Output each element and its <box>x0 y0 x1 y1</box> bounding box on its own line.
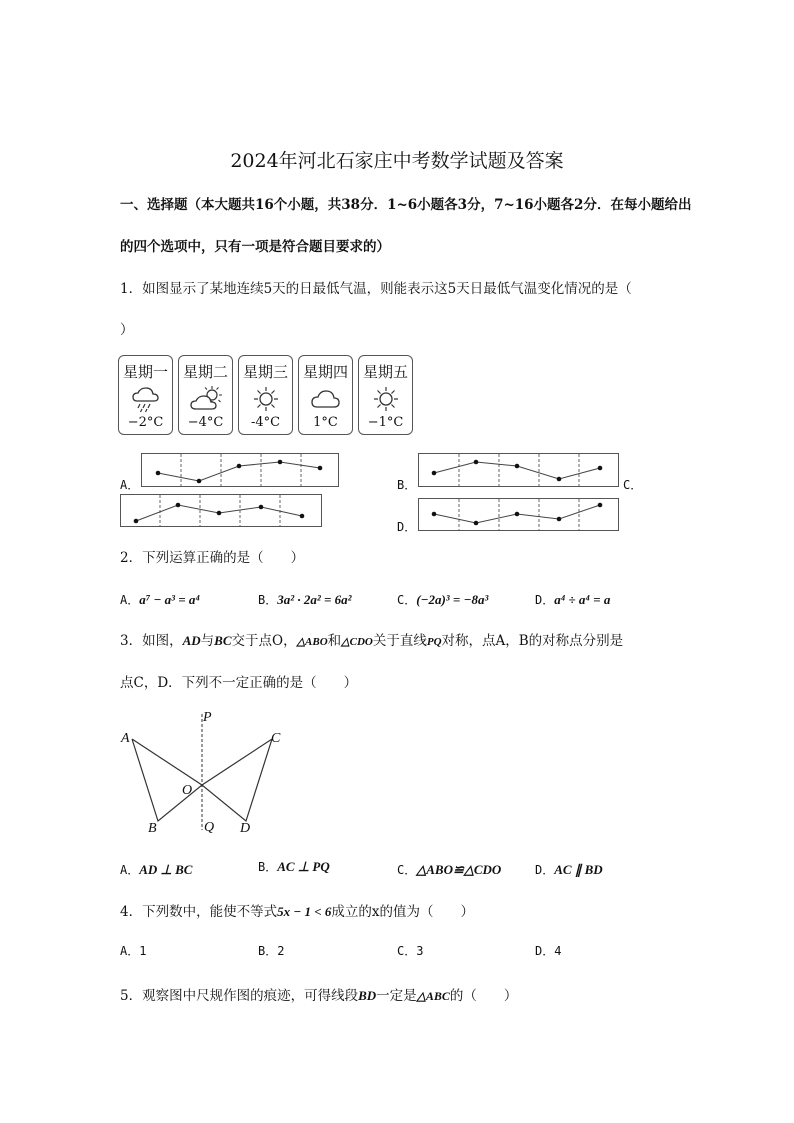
q2-option-c-expr: (−2a)³ = −8a³ <box>416 592 489 607</box>
page-title: 2024年河北石家庄中考数学试题及答案 <box>230 150 564 172</box>
point-p-label: P <box>203 710 212 725</box>
q3-option-a-expr: AD ⊥ BC <box>139 862 193 877</box>
q2-option-b-label: B． <box>258 593 278 607</box>
q2-option-b-expr: 3a² · 2a² = 6a² <box>277 592 352 607</box>
sun-icon <box>249 384 283 414</box>
q2-option-d-label: D． <box>535 593 555 607</box>
q5-stem-part: 5．观察图中尺规作图的痕迹，可得线段 <box>120 988 359 1004</box>
q3-option-b-label: B． <box>258 860 278 874</box>
weather-card <box>358 355 413 435</box>
q2-option-a-label: A． <box>120 593 140 607</box>
q1-option-c-graph <box>120 494 322 527</box>
cloud-sun-icon <box>189 384 223 414</box>
q3-segment-bc: BC <box>214 633 232 648</box>
q3-stem-part: 关于直线 <box>372 633 427 649</box>
weather-day: 星期一 <box>122 363 168 381</box>
q1-option-a-graph <box>141 453 339 487</box>
q3-triangle-cdo: △CDO <box>341 636 373 648</box>
q3-line-pq: PQ <box>426 636 442 648</box>
q5-segment-bd: BD <box>358 988 377 1003</box>
weather-temp: −1°C <box>367 415 404 430</box>
weather-day: 星期二 <box>182 363 228 381</box>
q3-option-c-expr: △ABO≌△CDO <box>416 862 502 877</box>
q2-stem: 2．下列运算正确的是（ ） <box>120 550 305 566</box>
q4-stem <box>120 900 474 920</box>
q3-stem-part: 交于点O， <box>231 633 297 649</box>
q2-option-a <box>120 589 200 608</box>
point-a-label: A <box>121 731 130 746</box>
q2-option-c-label: C． <box>397 593 417 607</box>
q3-stem-line2: 点C，D．下列不一定正确的是（ ） <box>120 675 358 691</box>
q2-option-c <box>397 589 488 608</box>
point-d-label: D <box>240 821 251 836</box>
q1-stem-line2: ） <box>120 322 134 338</box>
q3-stem-part: 3．如图， <box>120 633 183 649</box>
q3-stem-part: 对称，点A，B的对称点分别是 <box>441 633 624 649</box>
weather-day: 星期五 <box>362 363 408 381</box>
weather-temp: −4°C <box>187 415 224 430</box>
q3-stem-part: 与 <box>200 633 215 649</box>
point-q-label: Q <box>204 820 215 835</box>
weather-cards <box>118 355 413 435</box>
q3-triangle-abo: △ABO <box>296 636 328 648</box>
weather-card <box>238 355 293 435</box>
weather-temp: -4°C <box>250 415 281 430</box>
q1-option-a-label: A． <box>120 478 140 492</box>
sun-icon <box>369 384 403 414</box>
q3-option-b-expr: AC ⊥ PQ <box>277 859 330 874</box>
q1-stem-line1: 1．如图显示了某地连续5天的日最低气温，则能表示这5天日最低气温变化情况的是（ <box>120 281 632 297</box>
q1-option-d-graph <box>418 498 619 531</box>
section-heading-line1: 一、选择题（本大题共16个小题，共38分．1~6小题各3分，7~16小题各2分．在每小题给出 <box>120 197 692 213</box>
q3-option-a-label: A． <box>120 863 140 877</box>
q2-option-d-expr: a⁴ ÷ a⁴ = a <box>554 592 611 607</box>
point-o-label: O <box>182 783 193 798</box>
q4-stem-part: 4．下列数中，能使不等式 <box>120 904 278 920</box>
q3-stem-part: 和 <box>327 633 342 649</box>
q1-option-c-label: C． <box>623 478 643 492</box>
q4-option-c: C．3 <box>397 944 424 958</box>
point-b-label: B <box>148 821 157 836</box>
q3-option-d-expr: AC ∥ BD <box>554 862 603 877</box>
q2-option-b <box>258 589 352 608</box>
q2-option-d <box>535 589 610 608</box>
weather-temp: 1°C <box>313 415 338 430</box>
cloud-rain-icon <box>129 384 163 414</box>
q4-option-b: B．2 <box>258 944 285 958</box>
q5-triangle-abc: △ABC <box>416 989 450 1003</box>
q3-segment-ad: AD <box>182 633 201 648</box>
q1-option-d-label: D． <box>397 520 417 534</box>
cloud-icon <box>309 384 343 414</box>
weather-day: 星期四 <box>302 363 348 381</box>
weather-card <box>298 355 353 435</box>
weather-temp: −2°C <box>127 415 164 430</box>
q3-option-d <box>535 859 603 878</box>
q4-stem-part: 成立的x的值为（ ） <box>331 904 475 920</box>
q4-option-d: D．4 <box>535 944 562 958</box>
q5-stem-part: 的（ ） <box>449 988 518 1004</box>
point-c-label: C <box>271 731 281 746</box>
weather-card <box>118 355 173 435</box>
q3-option-c <box>397 859 501 878</box>
q5-stem-part: 一定是 <box>376 988 417 1004</box>
q3-option-b <box>258 856 330 875</box>
q3-option-d-label: D． <box>535 863 555 877</box>
q2-option-a-expr: a⁷ − a³ = a⁴ <box>139 592 200 607</box>
q1-option-b-label: B． <box>397 478 417 492</box>
q5-stem <box>120 984 517 1004</box>
q4-option-a: A．1 <box>120 944 147 958</box>
weather-card <box>178 355 233 435</box>
q1-option-b-graph <box>418 453 619 487</box>
weather-day: 星期三 <box>242 363 288 381</box>
q3-figure <box>118 706 288 838</box>
q4-inequality: 5x − 1 < 6 <box>277 904 332 919</box>
q3-option-a <box>120 859 192 878</box>
q3-stem-line1 <box>120 629 623 649</box>
section-heading-line2: 的四个选项中，只有一项是符合题目要求的） <box>120 239 390 255</box>
q3-option-c-label: C． <box>397 863 417 877</box>
